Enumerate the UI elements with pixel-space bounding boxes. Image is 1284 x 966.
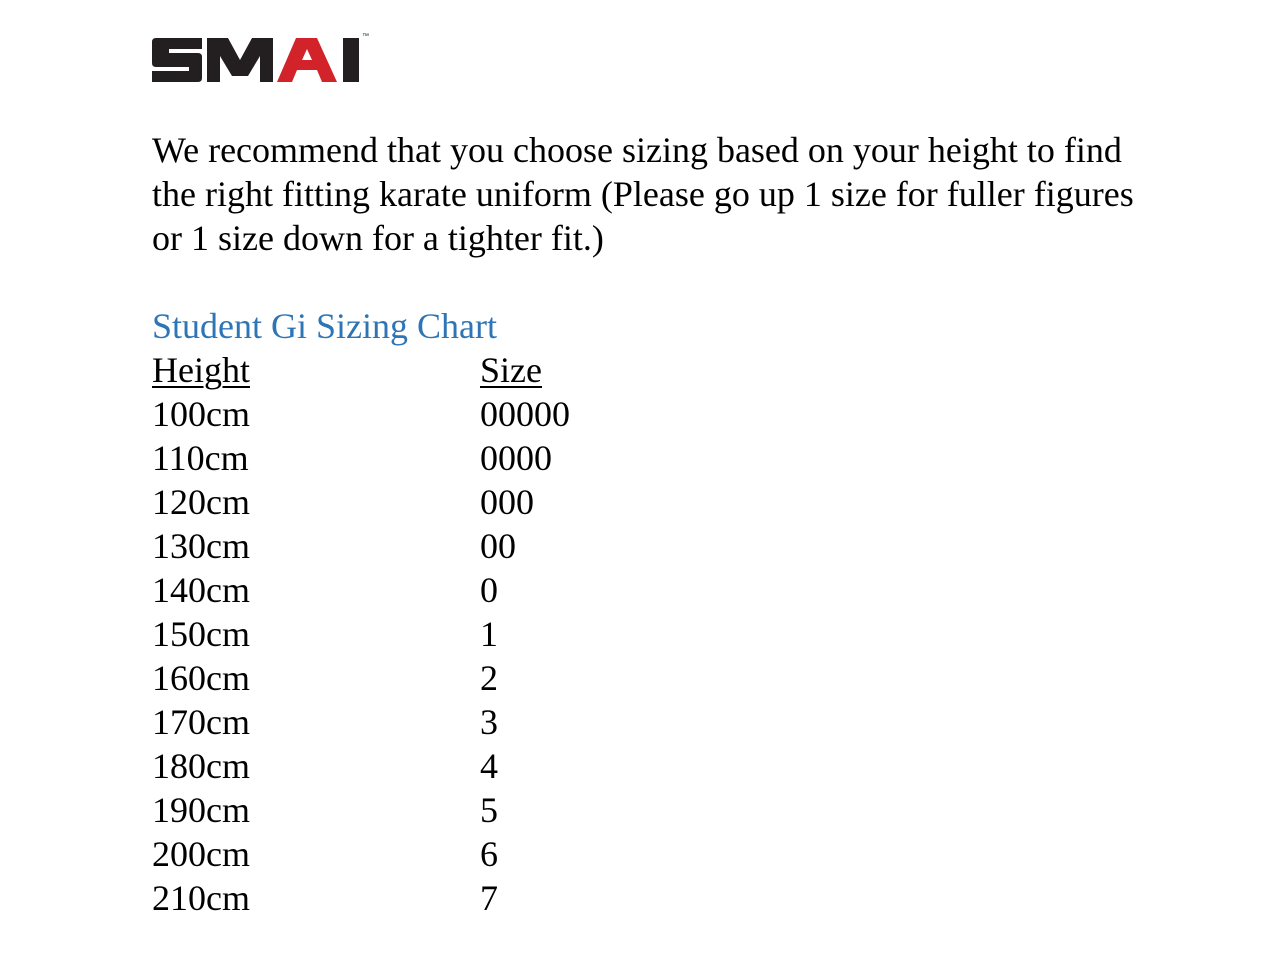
table-row xyxy=(152,788,570,832)
size-cell: 00 xyxy=(480,526,516,566)
smai-logo-graphic xyxy=(152,30,374,84)
height-cell: 180cm xyxy=(152,746,250,786)
size-cell: 6 xyxy=(480,834,498,874)
size-cell: 4 xyxy=(480,746,498,786)
height-cell: 140cm xyxy=(152,570,250,610)
trademark-mark: ™ xyxy=(362,33,369,40)
table-row xyxy=(152,656,570,700)
sizing-table xyxy=(152,348,570,920)
size-cell: 1 xyxy=(480,614,498,654)
size-cell: 3 xyxy=(480,702,498,742)
height-header-label: Height xyxy=(152,350,250,390)
table-row xyxy=(152,392,570,436)
table-row xyxy=(152,612,570,656)
table-row xyxy=(152,832,570,876)
sizing-table-header-row xyxy=(152,348,570,392)
height-cell: 150cm xyxy=(152,614,250,654)
height-cell: 110cm xyxy=(152,438,249,478)
height-cell: 120cm xyxy=(152,482,250,522)
height-cell: 160cm xyxy=(152,658,250,698)
table-row xyxy=(152,568,570,612)
table-row xyxy=(152,480,570,524)
size-cell: 5 xyxy=(480,790,498,830)
table-row xyxy=(152,744,570,788)
size-cell: 000 xyxy=(480,482,534,522)
table-row xyxy=(152,700,570,744)
height-cell: 190cm xyxy=(152,790,250,830)
height-cell: 130cm xyxy=(152,526,250,566)
smai-logo xyxy=(152,30,374,84)
size-cell: 7 xyxy=(480,878,498,918)
size-column-header xyxy=(480,348,570,392)
size-cell: 00000 xyxy=(480,394,570,434)
sizing-chart-title: Student Gi Sizing Chart xyxy=(152,306,497,346)
size-cell: 0000 xyxy=(480,438,552,478)
size-header-label: Size xyxy=(480,350,542,390)
table-row xyxy=(152,436,570,480)
height-cell: 200cm xyxy=(152,834,250,874)
table-row xyxy=(152,876,570,920)
height-cell: 210cm xyxy=(152,878,250,918)
height-cell: 170cm xyxy=(152,702,250,742)
height-column-header xyxy=(152,348,480,392)
height-cell: 100cm xyxy=(152,394,250,434)
size-cell: 2 xyxy=(480,658,498,698)
intro-paragraph: We recommend that you choose sizing based on your height to find the right fitting karate uniform (Please go up 1 size for fuller figures or 1 size down for a tighter fit.) xyxy=(152,130,1134,258)
size-cell: 0 xyxy=(480,570,498,610)
table-row xyxy=(152,524,570,568)
